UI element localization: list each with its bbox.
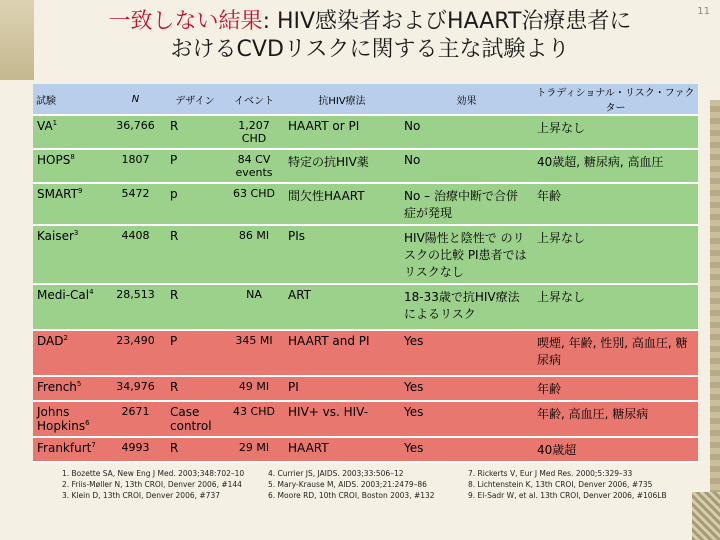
- event-text: 86 MI: [238, 229, 270, 242]
- cell-art: [284, 183, 400, 225]
- n-text: 1807: [121, 153, 150, 166]
- cell-risk: [533, 330, 698, 376]
- cell-effect: [400, 115, 533, 149]
- design-text: R: [170, 441, 179, 455]
- reference: 2. Friis-Møller N, 13th CROI, Denver 2006, #144: [62, 480, 242, 489]
- title-line-1: [40, 8, 700, 36]
- cell-name: [33, 183, 105, 225]
- design-text: R: [170, 119, 179, 133]
- header-cell: デザイン: [166, 84, 224, 115]
- cell-name: [33, 330, 105, 376]
- cell-n: [105, 401, 166, 437]
- title-highlight: 一致しない結果: [108, 9, 263, 34]
- effect-text: No: [404, 153, 421, 167]
- risk-text: 上昇なし: [537, 290, 586, 304]
- cell-event: [224, 376, 284, 401]
- risk-text: 上昇なし: [537, 231, 586, 245]
- effect-text: No – 治療中断で合併症が発現: [404, 189, 518, 220]
- slide-title: [40, 8, 700, 64]
- table-row: [33, 183, 698, 225]
- cell-name: [33, 376, 105, 401]
- cell-name: [33, 401, 105, 437]
- cell-design: [166, 437, 224, 462]
- risk-text: 上昇なし: [537, 121, 586, 135]
- cell-name: [33, 284, 105, 330]
- name-text: Johns Hopkins: [37, 405, 86, 433]
- header-cell: N: [105, 84, 166, 115]
- cell-n: [105, 284, 166, 330]
- cell-art: [284, 401, 400, 437]
- design-text: P: [170, 153, 178, 167]
- header-cell: 抗HIV療法: [284, 84, 400, 115]
- reference: 8. Lichtenstein K, 13th CROI, Denver 2006, #735: [468, 480, 653, 489]
- cell-risk: [533, 401, 698, 437]
- effect-text: 18-33歳で抗HIV療法によるリスク: [404, 290, 520, 321]
- cell-design: [166, 376, 224, 401]
- decorative-corner: [692, 492, 720, 540]
- cell-risk: [533, 437, 698, 462]
- cell-n: [105, 149, 166, 183]
- table-row: [33, 284, 698, 330]
- event-text: 345 MI: [235, 334, 273, 347]
- cell-design: [166, 115, 224, 149]
- art-text: PIs: [288, 229, 306, 243]
- reference: 3. Klein D, 13th CROI, Denver 2006, #737: [62, 491, 220, 500]
- event-text: 49 MI: [238, 380, 270, 393]
- n-text: 4408: [121, 229, 150, 242]
- reference: 4. Currier JS, JAIDS. 2003;33:506–12: [268, 469, 404, 478]
- citation-superscript: 7: [91, 441, 96, 449]
- citation-superscript: 8: [70, 153, 75, 161]
- design-text: R: [170, 380, 179, 394]
- cell-effect: [400, 225, 533, 284]
- cell-event: [224, 183, 284, 225]
- cell-event: [224, 115, 284, 149]
- cell-art: [284, 225, 400, 284]
- reference: 5. Mary-Krause M, AIDS. 2003;21:2479–86: [268, 480, 427, 489]
- citation-superscript: 9: [77, 187, 83, 195]
- name-text: SMART: [37, 187, 78, 201]
- reference: 7. Rickerts V, Eur J Med Res. 2000;5:329–33: [468, 469, 633, 478]
- cell-art: [284, 330, 400, 376]
- table-row: [33, 115, 698, 149]
- event-text: NA: [246, 288, 262, 301]
- event-text: 29 MI: [238, 441, 270, 454]
- effect-text: Yes: [404, 334, 424, 348]
- effect-text: Yes: [404, 405, 424, 419]
- cell-effect: [400, 183, 533, 225]
- citation-superscript: 6: [85, 419, 90, 427]
- n-text: 5472: [121, 187, 150, 200]
- cell-risk: [533, 115, 698, 149]
- table-row: [33, 376, 698, 401]
- table-row: [33, 330, 698, 376]
- art-text: 特定の抗HIV薬: [288, 155, 369, 169]
- effect-text: Yes: [404, 380, 424, 394]
- cell-effect: [400, 437, 533, 462]
- name-text: French: [37, 380, 77, 394]
- n-text: 34,976: [116, 380, 155, 393]
- n-text: 28,513: [116, 288, 155, 301]
- citation-superscript: 3: [73, 229, 79, 237]
- cell-event: [224, 330, 284, 376]
- references-col-3: [468, 468, 667, 501]
- trials-table: [33, 84, 698, 463]
- cell-event: [224, 225, 284, 284]
- citation-superscript: 2: [63, 334, 68, 342]
- design-text: p: [170, 187, 178, 201]
- table-row: [33, 225, 698, 284]
- header-cell: 試験: [33, 84, 105, 115]
- cell-risk: [533, 149, 698, 183]
- event-text: 43 CHD: [233, 405, 275, 418]
- cell-risk: [533, 284, 698, 330]
- title-line-2: おけるCVDリスクに関する主な試験より: [170, 37, 570, 62]
- cell-risk: [533, 225, 698, 284]
- cell-art: [284, 149, 400, 183]
- event-text: 84 CV events: [235, 153, 273, 179]
- cell-effect: [400, 284, 533, 330]
- n-text: 23,490: [116, 334, 155, 347]
- cell-effect: [400, 149, 533, 183]
- cell-art: [284, 376, 400, 401]
- cell-n: [105, 183, 166, 225]
- reference: 1. Bozette SA, New Eng J Med. 2003;348:702–10: [62, 469, 245, 478]
- cell-art: [284, 437, 400, 462]
- header-cell: イベント: [224, 84, 284, 115]
- cell-n: [105, 225, 166, 284]
- art-text: HAART: [288, 441, 329, 455]
- cell-design: [166, 183, 224, 225]
- citation-superscript: 5: [76, 380, 82, 388]
- name-text: VA: [37, 119, 53, 133]
- cell-event: [224, 149, 284, 183]
- reference: 6. Moore RD, 10th CROI, Boston 2003, #132: [268, 491, 435, 500]
- cell-risk: [533, 376, 698, 401]
- cell-design: [166, 330, 224, 376]
- cell-effect: [400, 376, 533, 401]
- citation-superscript: 1: [52, 119, 58, 127]
- title-line-1-rest: : HIV感染者およびHAART治療患者に: [262, 9, 632, 34]
- header-cell: 効果: [400, 84, 533, 115]
- table-row: [33, 149, 698, 183]
- name-text: Frankfurt: [37, 441, 92, 455]
- cell-design: [166, 401, 224, 437]
- cell-event: [224, 284, 284, 330]
- cell-n: [105, 330, 166, 376]
- cell-event: [224, 401, 284, 437]
- n-text: 4993: [121, 441, 150, 454]
- cell-risk: [533, 183, 698, 225]
- table-row: [33, 401, 698, 437]
- citation-superscript: 4: [89, 288, 94, 296]
- design-text: R: [170, 229, 179, 243]
- risk-text: 喫煙, 年齢, 性別, 高血圧, 糖尿病: [537, 336, 688, 367]
- effect-text: Yes: [404, 441, 424, 455]
- cell-art: [284, 284, 400, 330]
- cell-name: [33, 149, 105, 183]
- header-row: [33, 84, 698, 115]
- name-text: DAD: [37, 334, 64, 348]
- design-text: R: [170, 288, 179, 302]
- art-text: HIV+ vs. HIV-: [288, 405, 369, 419]
- art-text: ART: [288, 288, 312, 302]
- header-cell: トラディショナル・リスク・ファクター: [533, 84, 698, 115]
- cell-design: [166, 149, 224, 183]
- art-text: HAART and PI: [288, 334, 370, 348]
- name-text: Medi-Cal: [37, 288, 90, 302]
- references-col-1: [62, 468, 244, 501]
- decorative-strip-right: [710, 100, 720, 540]
- reference: 9. El-Sadr W, et al. 13th CROI, Denver 2006, #106LB: [468, 491, 667, 500]
- cell-effect: [400, 401, 533, 437]
- cell-n: [105, 437, 166, 462]
- risk-text: 40歳超, 糖尿病, 高血圧: [537, 155, 664, 169]
- cell-n: [105, 376, 166, 401]
- cell-design: [166, 284, 224, 330]
- cell-n: [105, 115, 166, 149]
- event-text: 1,207 CHD: [238, 119, 270, 145]
- cell-art: [284, 115, 400, 149]
- cell-effect: [400, 330, 533, 376]
- art-text: PI: [288, 380, 299, 394]
- risk-text: 年齢: [537, 189, 562, 203]
- cell-name: [33, 115, 105, 149]
- risk-text: 40歳超: [537, 443, 577, 457]
- name-text: Kaiser: [37, 229, 74, 243]
- design-text: P: [170, 334, 178, 348]
- table-row: [33, 437, 698, 462]
- cell-name: [33, 437, 105, 462]
- page-number: 11: [697, 6, 710, 17]
- n-text: 36,766: [116, 119, 155, 132]
- n-text: 2671: [121, 405, 150, 418]
- design-text: Case control: [170, 405, 212, 433]
- cell-event: [224, 437, 284, 462]
- effect-text: No: [404, 119, 421, 133]
- cell-name: [33, 225, 105, 284]
- event-text: 63 CHD: [233, 187, 275, 200]
- art-text: 間欠性HAART: [288, 189, 365, 203]
- name-text: HOPS: [37, 153, 71, 167]
- effect-text: HIV陽性と陰性で のリスクの比較 PI患者ではリスクなし: [404, 231, 527, 279]
- risk-text: 年齢, 高血圧, 糖尿病: [537, 407, 649, 421]
- references-col-2: [268, 468, 435, 501]
- decorative-strip-top: [0, 0, 34, 80]
- art-text: HAART or PI: [288, 119, 360, 133]
- cell-design: [166, 225, 224, 284]
- risk-text: 年齢: [537, 382, 562, 396]
